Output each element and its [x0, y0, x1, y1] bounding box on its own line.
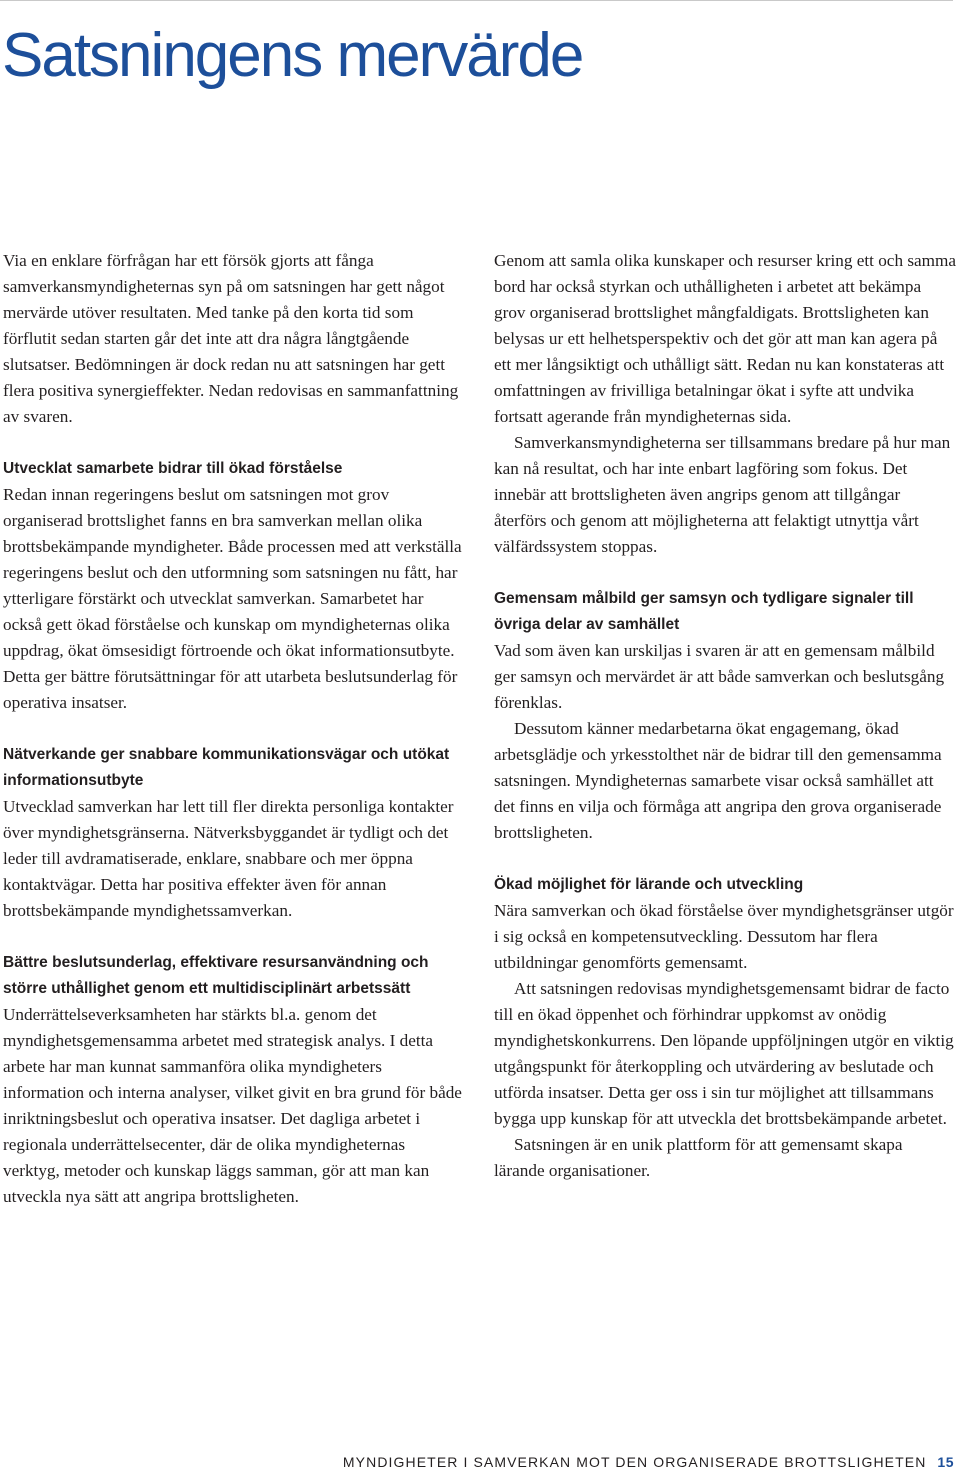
section-heading: Nätverkande ger snabbare kommunikationsvägar och utökat informationsutbyte: [3, 746, 450, 789]
section-heading: Utvecklat samarbete bidrar till ökad förståelse: [3, 460, 343, 477]
body-paragraph: Satsningen är en unik plattform för att gemensamt skapa lärande organisationer.: [494, 1135, 903, 1180]
section-natverkande: [3, 742, 465, 924]
body-paragraph: Redan innan regeringens beslut om satsningen mot grov organiserad brottslighet fanns en bra samverkan mellan olika brottsbekämpande myndigheter. Både processen med att verkställa regeringens beslut och den utformning som satsningen nu fått, har ytterligare förstärkt och utvecklat samverkan. Samarbetet har också gett ökad förståelse och kunskap om myndigheternas olika uppdrag, ökat ömsesidigt förtroende och ökat informationsutbyte. Detta ger bättre förutsättningar för att utarbeta beslutsunderlag för operativa insatser.: [3, 485, 462, 712]
page-title: Satsningens mervärde: [2, 21, 583, 90]
page-number: 15: [937, 1454, 954, 1470]
section-heading: Bättre beslutsunderlag, effektivare resursanvändning och större uthållighet genom ett multidisciplinärt arbetssätt: [3, 954, 429, 997]
body-paragraph: Nära samverkan och ökad förståelse över myndighetsgränser utgör i sig också en kompetensutveckling. Dessutom har flera utbildningar genomförts gemensamt.: [494, 901, 954, 972]
body-paragraph: Genom att samla olika kunskaper och resurser kring ett och samma bord har också styrkan och uthålligheten i arbetet att bekämpa grov organiserad brottslighet mångfaldigats. Brottsligheten kan belysas ur ett helhetsperspektiv och det gör att man kan agera på ett mer långsiktigt och uthålligt sätt. Redan nu kan konstateras att omfattningen av frivilliga betalningar ökat i syfte att undvika fortsatt agerande från myndigheternas sida.: [494, 251, 957, 426]
body-paragraph: Att satsningen redovisas myndighetsgemensamt bidrar de facto till en ökad öppenhet och förhindrar uppkomst av onödig myndighetskonkurrens. Den löpande uppföljningen utgör en viktig utgångspunkt för återkoppling och utvärdering av beslutade och utförda insatser. Detta ger oss i sin tur möjlighet att tillsammans bygga upp kunskap för att utveckla det brottsbekämpande arbetet.: [494, 979, 954, 1128]
page-footer: [343, 1452, 954, 1472]
section-battre-beslutsunderlag: [3, 950, 465, 1210]
body-paragraph: Underrättelseverksamheten har stärkts bl.a. genom det myndighetsgemensamma arbetet med strategisk analys. I detta arbete har man kunnat sammanföra olika myndigheters information och interna analyser, vilket givit en bra grund för både inriktningsbeslut och operativa insatser. Det dagliga arbetet i regionala underrättelsecenter, där de olika myndigheternas verktyg, metoder och kunskap läggs samman, gör att man kan utveckla nya sätt att angripa brottsligheten.: [3, 1005, 462, 1206]
left-column: [3, 248, 465, 1210]
body-paragraph: Dessutom känner medarbetarna ökat engagemang, ökad arbetsglädje och yrkesstolthet när de bidrar till den gemensamma satsningen. Myndigheternas samarbete visar också samhället att det finns en vilja och förmåga att angripa den grova organiserade brottsligheten.: [494, 719, 942, 842]
section-gemensam-malbild: [494, 586, 956, 846]
body-paragraph: Samverkansmyndigheterna ser tillsammans bredare på hur man kan nå resultat, och har inte enbart lagföring som fokus. Det innebär att brottsligheten även angrips genom att tillgångar återförs och genom att möjligheterna att felaktigt utnyttja vårt välfärdssystem stoppas.: [494, 433, 951, 556]
section-okad-mojlighet: [494, 872, 956, 1184]
body-paragraph: Utvecklad samverkan har lett till fler direkta personliga kontakter över myndighetsgränserna. Nätverksbyggandet är tydligt och det leder till avdramatiserade, enklare, snabbare och mer öppna kontaktvägar. Detta har positiva effekter även för annan brottsbekämpande myndighetssamverkan.: [3, 797, 454, 920]
intro-paragraph: Via en enklare förfrågan har ett försök gjorts att fånga samverkansmyndigheternas syn på om satsningen har gett något mervärde utöver resultaten. Med tanke på den korta tid som förflutit sedan starten går det inte att dra några långtgående slutsatser. Bedömningen är dock redan nu att satsningen har gett flera positiva synergieffekter. Nedan redovisas en sammanfattning av svaren.: [3, 251, 459, 426]
section-heading: Gemensam målbild ger samsyn och tydligare signaler till övriga delar av samhället: [494, 590, 914, 633]
section-utvecklat-samarbete: [3, 456, 465, 716]
top-rule: [0, 0, 953, 1]
right-column: [494, 248, 956, 1184]
running-title: MYNDIGHETER I SAMVERKAN MOT DEN ORGANISERADE BROTTSLIGHETEN: [342, 1454, 927, 1470]
section-heading: Ökad möjlighet för lärande och utveckling: [494, 876, 804, 893]
body-paragraph: Vad som även kan urskiljas i svaren är att en gemensam målbild ger samsyn och mervärdet är att både samverkan och beslutsgång förenklas.: [494, 641, 945, 712]
